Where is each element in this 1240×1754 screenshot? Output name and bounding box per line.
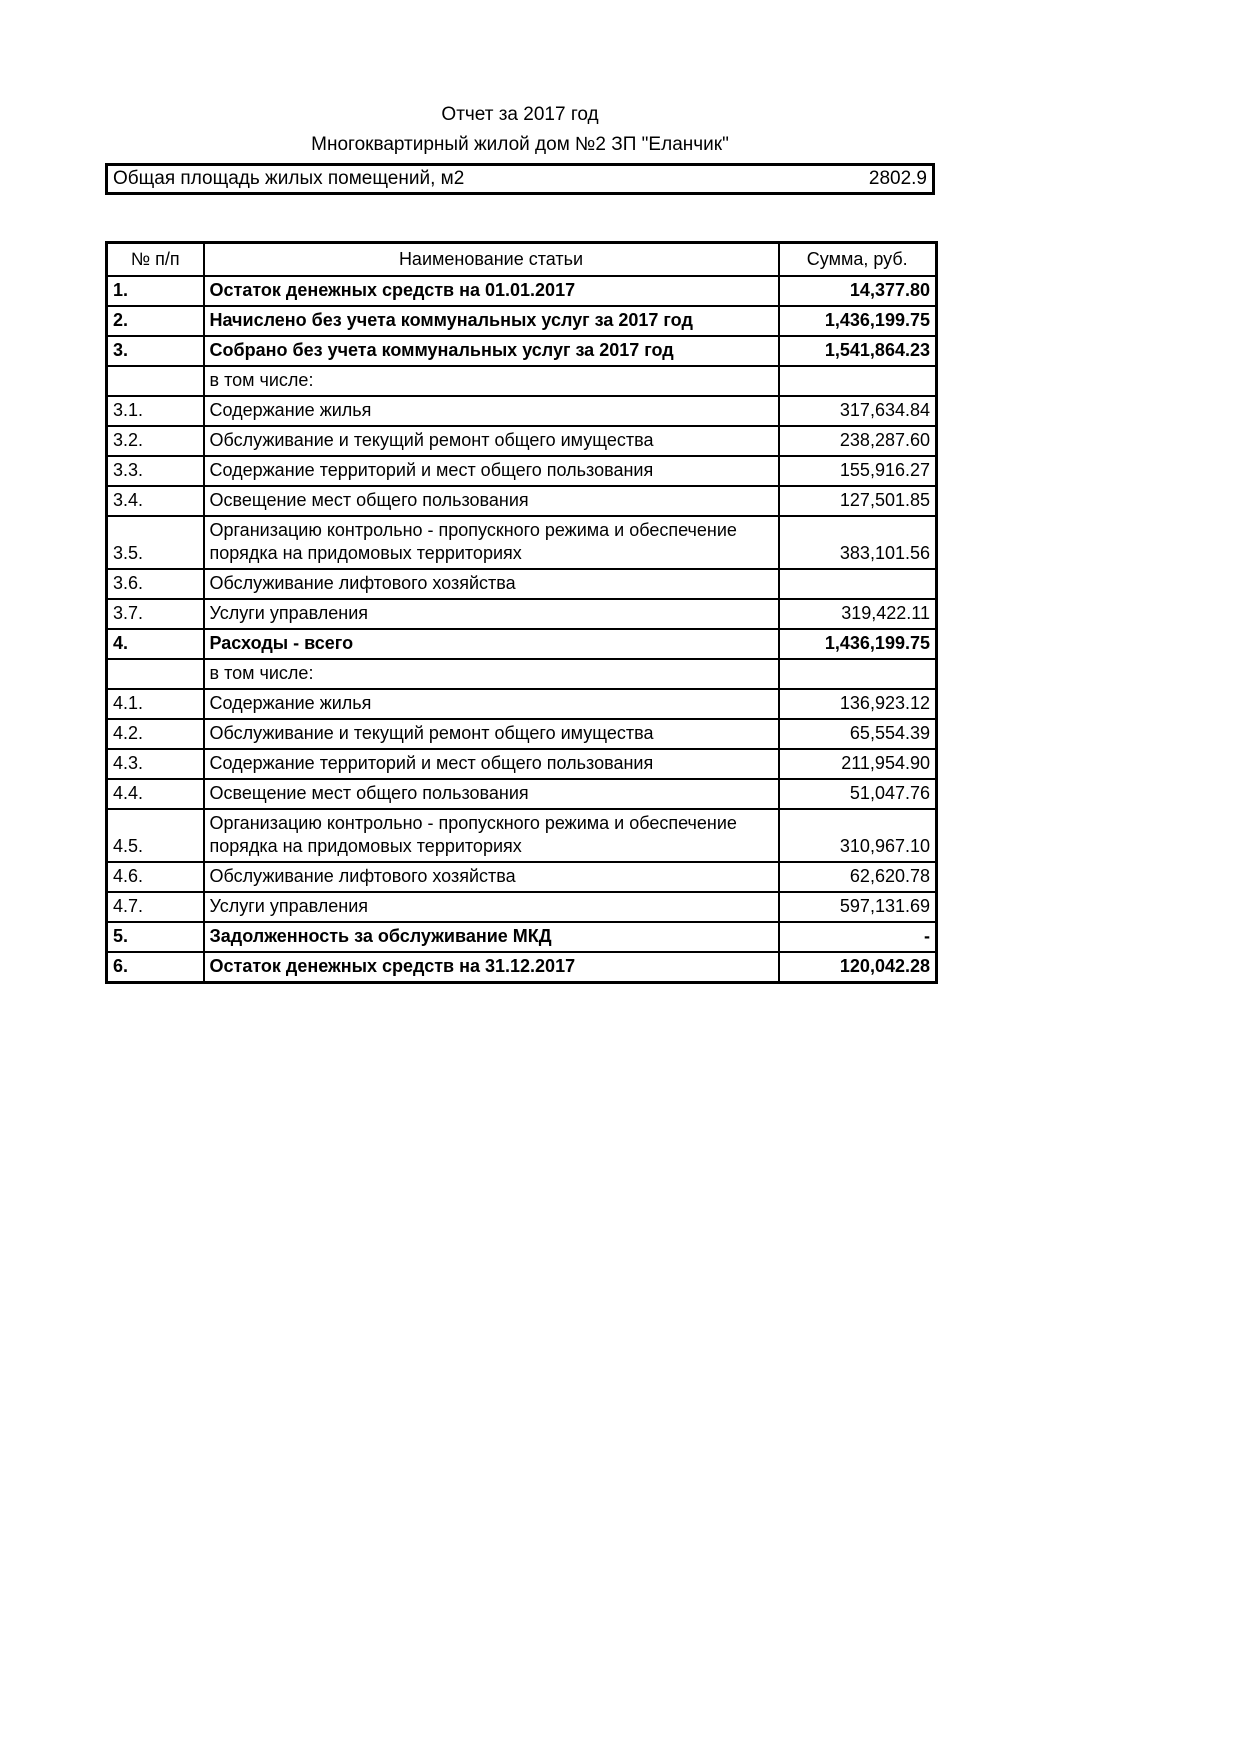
row-name-cell: Обслуживание лифтового хозяйства [204,862,779,892]
table-row [107,689,937,719]
row-value-cell: 319,422.11 [779,599,937,629]
row-value-cell: 136,923.12 [779,689,937,719]
table-row [107,569,937,599]
table-row [107,516,937,569]
row-num-cell [107,659,204,689]
row-num-cell: 4.7. [107,892,204,922]
row-num-cell: 3.2. [107,426,204,456]
row-name-cell: Обслуживание лифтового хозяйства [204,569,779,599]
table-row [107,719,937,749]
row-value-cell: 317,634.84 [779,396,937,426]
table-row [107,366,937,396]
row-value-cell [779,569,937,599]
row-name-cell: Начислено без учета коммунальных услуг за 2017 год [204,306,779,336]
row-num-cell: 4.3. [107,749,204,779]
row-num-cell: 4.5. [107,809,204,862]
row-name-cell: Услуги управления [204,892,779,922]
row-name-cell: Остаток денежных средств на 01.01.2017 [204,276,779,306]
row-name-cell: Содержание жилья [204,689,779,719]
row-num-cell: 5. [107,922,204,952]
row-value-cell: 383,101.56 [779,516,937,569]
row-value-cell [779,659,937,689]
row-name-cell: Организацию контрольно - пропускного режима и обеспечение порядка на придомовых территориях [204,516,779,569]
total-area-label: Общая площадь жилых помещений, м2 [113,168,465,189]
row-value-cell: 62,620.78 [779,862,937,892]
table-row [107,892,937,922]
row-value-cell: 1,436,199.75 [779,629,937,659]
table-row [107,599,937,629]
row-value-cell: 51,047.76 [779,779,937,809]
table-row [107,456,937,486]
row-value-cell: 597,131.69 [779,892,937,922]
header-row [107,243,937,276]
row-value-cell [779,366,937,396]
row-num-cell: 3.4. [107,486,204,516]
row-num-cell: 4.2. [107,719,204,749]
table-row [107,486,937,516]
row-num-cell: 4.1. [107,689,204,719]
column-header-sum: Сумма, руб. [779,243,937,276]
row-num-cell: 3.1. [107,396,204,426]
row-value-cell: 1,436,199.75 [779,306,937,336]
table-row [107,809,937,862]
row-value-cell: 127,501.85 [779,486,937,516]
report-table-header [107,243,937,276]
page-subtitle: Многоквартирный жилой дом №2 ЗП "Еланчик" [311,134,729,155]
row-num-cell: 4. [107,629,204,659]
row-value-cell: 211,954.90 [779,749,937,779]
table-row [107,952,937,983]
row-num-cell: 3.7. [107,599,204,629]
row-name-cell: Содержание территорий и мест общего пользования [204,749,779,779]
row-name-cell: Освещение мест общего пользования [204,486,779,516]
row-name-cell: Содержание территорий и мест общего пользования [204,456,779,486]
table-row [107,276,937,306]
row-num-cell: 3.6. [107,569,204,599]
row-name-cell: Услуги управления [204,599,779,629]
report-table [105,241,938,984]
row-value-cell: 155,916.27 [779,456,937,486]
row-value-cell: 1,541,864.23 [779,336,937,366]
table-row [107,336,937,366]
row-name-cell: Организацию контрольно - пропускного режима и обеспечение порядка на придомовых территориях [204,809,779,862]
table-row [107,749,937,779]
table-row [107,629,937,659]
row-name-cell: Обслуживание и текущий ремонт общего имущества [204,719,779,749]
row-num-cell: 4.4. [107,779,204,809]
row-num-cell: 6. [107,952,204,983]
row-value-cell: 310,967.10 [779,809,937,862]
report-table-body [107,276,937,983]
row-name-cell: Расходы - всего [204,629,779,659]
row-value-cell: 238,287.60 [779,426,937,456]
report-page [105,100,935,984]
page-title: Отчет за 2017 год [441,104,599,125]
row-value-cell: 14,377.80 [779,276,937,306]
table-row [107,396,937,426]
row-name-cell: Собрано без учета коммунальных услуг за 2017 год [204,336,779,366]
column-header-name: Наименование статьи [204,243,779,276]
row-name-cell: в том числе: [204,366,779,396]
row-value-cell: - [779,922,937,952]
row-num-cell: 4.6. [107,862,204,892]
table-row [107,659,937,689]
row-num-cell [107,366,204,396]
row-num-cell: 1. [107,276,204,306]
row-num-cell: 2. [107,306,204,336]
row-num-cell: 3.5. [107,516,204,569]
total-area-value: 2802.9 [868,168,927,189]
table-row [107,779,937,809]
row-name-cell: Задолженность за обслуживание МКД [204,922,779,952]
row-name-cell: в том числе: [204,659,779,689]
table-row [107,306,937,336]
table-row [107,922,937,952]
column-header-num: № п/п [107,243,204,276]
row-name-cell: Содержание жилья [204,396,779,426]
row-name-cell: Освещение мест общего пользования [204,779,779,809]
table-row [107,862,937,892]
row-num-cell: 3.3. [107,456,204,486]
row-value-cell: 120,042.28 [779,952,937,983]
row-name-cell: Остаток денежных средств на 31.12.2017 [204,952,779,983]
row-value-cell: 65,554.39 [779,719,937,749]
total-area-row [105,163,935,195]
row-name-cell: Обслуживание и текущий ремонт общего имущества [204,426,779,456]
table-row [107,426,937,456]
row-num-cell: 3. [107,336,204,366]
